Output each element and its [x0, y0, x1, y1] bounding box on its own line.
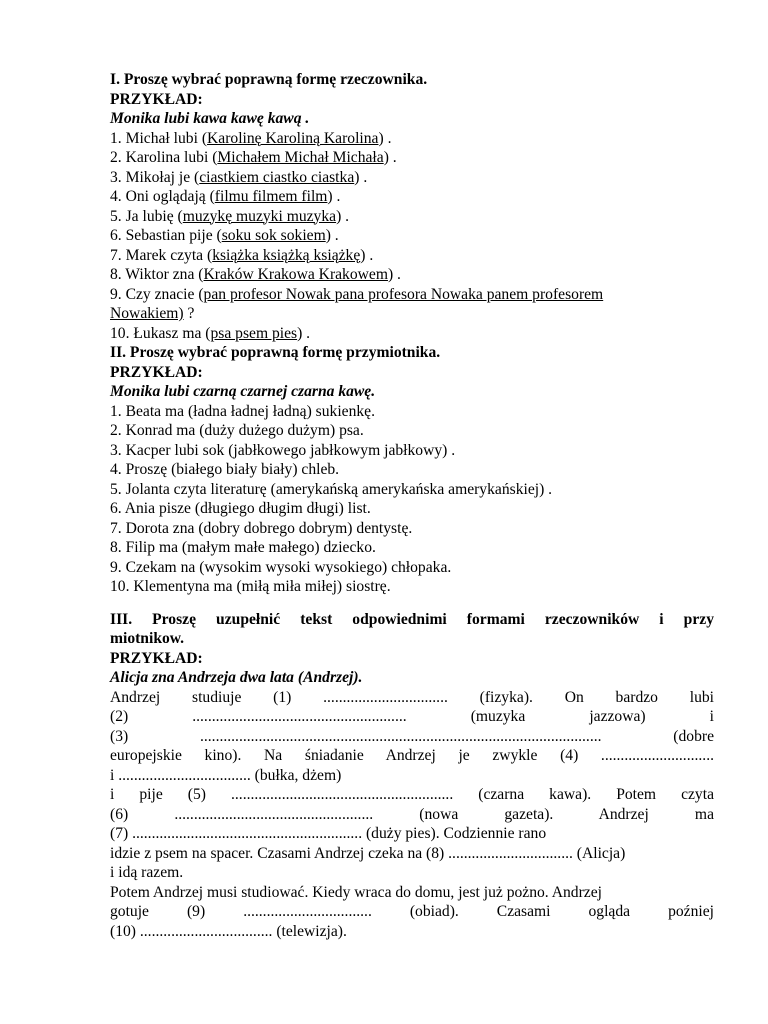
answer-options: książka książką książkę: [212, 246, 361, 264]
text-line: europejskie kino). Na śniadanie Andrzej je zwykle (4) .............................: [110, 747, 714, 764]
list-item: 1. Beata ma (ładna ładnej ładną) sukienkę.: [110, 402, 375, 420]
list-item: 6. Ania pisze (długiego długim długi) list.: [110, 500, 371, 517]
list-item: 1. Michał lubi (Karolinę Karoliną Karolina) .: [110, 129, 392, 147]
section-2-example-label: PRZYKŁAD:: [110, 363, 203, 381]
answer-options: soku sok sokiem: [221, 227, 326, 244]
section-spacer: [110, 597, 714, 610]
list-item: 4. Oni oglądają (filmu filmem film) .: [110, 188, 341, 205]
section-3-title-continuation: miotnikow.: [110, 630, 185, 647]
answer-options: muzykę muzyki muzyka: [182, 207, 337, 225]
answer-options: Kraków Krakowa Krakowem: [203, 266, 388, 283]
answer-options: ciastkiem ciastko ciastka: [199, 168, 355, 186]
text-line: i .................................. (bułka, dżem): [110, 766, 342, 784]
list-item: 5. Ja lubię (muzykę muzyki muzyka) .: [110, 207, 350, 225]
section-3-example-label: PRZYKŁAD:: [110, 649, 203, 667]
list-item: 6. Sebastian pije (soku sok sokiem) .: [110, 227, 339, 244]
list-item: 5. Jolanta czyta literaturę (amerykańską amerykańska amerykańskiej) .: [110, 480, 553, 498]
list-item: 4. Proszę (białego biały biały) chleb.: [110, 461, 340, 478]
list-item: 9. Czekam na (wysokim wysoki wysokiego) chłopaka.: [110, 558, 452, 576]
list-item: 3. Kacper lubi sok (jabłkowego jabłkowym jabłkowy) .: [110, 441, 456, 459]
answer-options: Nowakiem): [110, 305, 184, 322]
list-item: 2. Karolina lubi (Michałem Michał Michała) .: [110, 149, 397, 166]
text-line: gotuje (9) ................................. (obiad). Czasami ogląda poźniej: [110, 903, 714, 920]
answer-options: psa psem pies: [210, 324, 298, 342]
text-line: Potem Andrzej musi studiować. Kiedy wraca do domu, jest już pożno. Andrzej: [110, 883, 602, 901]
list-item: 2. Konrad ma (duży dużego dużym) psa.: [110, 422, 364, 439]
text-line: (7) ........................................................... (duży pies). Codziennie rano: [110, 825, 547, 842]
list-item: 8. Filip ma (małym małe małego) dziecko.: [110, 539, 376, 556]
worksheet: [110, 70, 714, 941]
section-1-example: Monika lubi kawa kawę kawą .: [110, 110, 310, 127]
section-2-example: Monika lubi czarną czarnej czarna kawę.: [110, 383, 376, 400]
text-line: idzie z psem na spacer. Czasami Andrzej czeka na (8) ................................ (Alicja): [110, 844, 626, 862]
list-item: 10. Łukasz ma (psa psem pies) .: [110, 324, 311, 342]
list-item-continuation: Nowakiem) ?: [110, 305, 195, 322]
list-item: 7. Dorota zna (dobry dobrego dobrym) dentystę.: [110, 519, 413, 537]
section-2-title: II. Proszę wybrać poprawną formę przymiotnika.: [110, 344, 441, 361]
answer-options: pan profesor Nowak pana profesora Nowaka panem profesorem: [203, 285, 604, 303]
text-line: (6) ................................................... (nowa gazeta). Andrzej ma: [110, 805, 714, 823]
section-1-example-label: PRZYKŁAD:: [110, 90, 203, 108]
answer-options: filmu filmem film: [214, 188, 328, 205]
list-item: 8. Wiktor zna (Kraków Krakowa Krakowem) .: [110, 266, 401, 283]
list-item: 9. Czy znacie (pan profesor Nowak pana profesora Nowaka panem profesorem: [110, 285, 604, 303]
answer-options: Karolinę Karoliną Karolina: [207, 129, 379, 147]
text-line: (2) ....................................................... (muzyka jazzowa) i: [110, 708, 714, 725]
text-line: i pije (5) ......................................................... (czarna kawa). Potem czyta: [110, 786, 714, 803]
section-3-example: Alicja zna Andrzeja dwa lata (Andrzej).: [110, 669, 363, 686]
text-line: Andrzej studiuje (1) ................................ (fizyka). On bardzo lubi: [110, 688, 714, 706]
list-item: 7. Marek czyta (książka książką książkę) .: [110, 246, 374, 264]
section-3-title: III. Proszę uzupełnić tekst odpowiednimi formami rzeczowników i przy: [110, 610, 714, 628]
answer-options: Michałem Michał Michała: [217, 149, 384, 166]
text-line: (3) ....................................................................................................... (dobre: [110, 727, 714, 745]
list-item: 10. Klementyna ma (miłą miła miłej) siostrę.: [110, 578, 391, 595]
section-1-title: I. Proszę wybrać poprawną formę rzeczownika.: [110, 71, 428, 88]
text-line: i idą razem.: [110, 864, 184, 881]
text-line: (10) .................................. (telewizja).: [110, 922, 347, 940]
list-item: 3. Mikołaj je (ciastkiem ciastko ciastka) .: [110, 168, 368, 186]
